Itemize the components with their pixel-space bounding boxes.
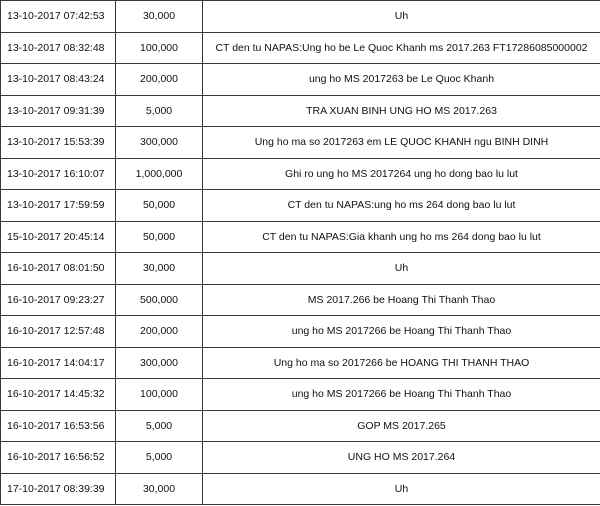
table-row bbox=[1, 190, 600, 222]
amount-cell: 100,000 bbox=[116, 32, 203, 64]
amount-cell: 300,000 bbox=[116, 347, 203, 379]
table-row bbox=[1, 253, 600, 285]
table-body bbox=[1, 1, 600, 505]
transaction-date-cell: 16-10-2017 09:23:27 bbox=[1, 284, 116, 316]
transaction-date-cell: 16-10-2017 14:04:17 bbox=[1, 347, 116, 379]
transaction-date-cell: 13-10-2017 07:42:53 bbox=[1, 1, 116, 33]
transaction-date-cell: 16-10-2017 12:57:48 bbox=[1, 316, 116, 348]
amount-cell: 100,000 bbox=[116, 379, 203, 411]
transaction-date-cell: 16-10-2017 08:01:50 bbox=[1, 253, 116, 285]
amount-cell: 200,000 bbox=[116, 316, 203, 348]
table-row bbox=[1, 379, 600, 411]
amount-cell: 200,000 bbox=[116, 64, 203, 96]
transaction-date-cell: 13-10-2017 16:10:07 bbox=[1, 158, 116, 190]
table-row bbox=[1, 95, 600, 127]
table-row bbox=[1, 1, 600, 33]
description-cell: Uh bbox=[203, 473, 600, 505]
table-row bbox=[1, 347, 600, 379]
description-cell: CT den tu NAPAS:ung ho ms 264 dong bao lu lut bbox=[203, 190, 600, 222]
description-cell: ung ho MS 2017266 be Hoang Thi Thanh Thao bbox=[203, 316, 600, 348]
transaction-date-cell: 15-10-2017 20:45:14 bbox=[1, 221, 116, 253]
transaction-date-cell: 13-10-2017 09:31:39 bbox=[1, 95, 116, 127]
transaction-date-cell: 16-10-2017 14:45:32 bbox=[1, 379, 116, 411]
transaction-date-cell: 13-10-2017 08:32:48 bbox=[1, 32, 116, 64]
description-cell: GOP MS 2017.265 bbox=[203, 410, 600, 442]
amount-cell: 5,000 bbox=[116, 410, 203, 442]
description-cell: CT den tu NAPAS:Ung ho be Le Quoc Khanh ms 2017.263 FT17286085000002 bbox=[203, 32, 600, 64]
amount-cell: 30,000 bbox=[116, 473, 203, 505]
transaction-date-cell: 13-10-2017 17:59:59 bbox=[1, 190, 116, 222]
table-row bbox=[1, 64, 600, 96]
description-cell: Ung ho ma so 2017266 be HOANG THI THANH THAO bbox=[203, 347, 600, 379]
transaction-date-cell: 13-10-2017 15:53:39 bbox=[1, 127, 116, 159]
amount-cell: 500,000 bbox=[116, 284, 203, 316]
transaction-date-cell: 16-10-2017 16:53:56 bbox=[1, 410, 116, 442]
table-row bbox=[1, 158, 600, 190]
table-row bbox=[1, 32, 600, 64]
description-cell: Uh bbox=[203, 1, 600, 33]
amount-cell: 5,000 bbox=[116, 442, 203, 474]
table-row bbox=[1, 473, 600, 505]
table-row bbox=[1, 221, 600, 253]
amount-cell: 50,000 bbox=[116, 221, 203, 253]
amount-cell: 30,000 bbox=[116, 253, 203, 285]
description-cell: UNG HO MS 2017.264 bbox=[203, 442, 600, 474]
description-cell: Uh bbox=[203, 253, 600, 285]
amount-cell: 5,000 bbox=[116, 95, 203, 127]
description-cell: ung ho MS 2017263 be Le Quoc Khanh bbox=[203, 64, 600, 96]
description-cell: Ghi ro ung ho MS 2017264 ung ho dong bao lu lut bbox=[203, 158, 600, 190]
description-cell: CT den tu NAPAS:Gia khanh ung ho ms 264 dong bao lu lut bbox=[203, 221, 600, 253]
transaction-date-cell: 17-10-2017 08:39:39 bbox=[1, 473, 116, 505]
amount-cell: 30,000 bbox=[116, 1, 203, 33]
transaction-date-cell: 16-10-2017 16:56:52 bbox=[1, 442, 116, 474]
table-row bbox=[1, 410, 600, 442]
transaction-date-cell: 13-10-2017 08:43:24 bbox=[1, 64, 116, 96]
description-cell: TRA XUAN BINH UNG HO MS 2017.263 bbox=[203, 95, 600, 127]
amount-cell: 50,000 bbox=[116, 190, 203, 222]
amount-cell: 300,000 bbox=[116, 127, 203, 159]
table-row bbox=[1, 127, 600, 159]
amount-cell: 1,000,000 bbox=[116, 158, 203, 190]
table-row bbox=[1, 316, 600, 348]
description-cell: MS 2017.266 be Hoang Thi Thanh Thao bbox=[203, 284, 600, 316]
description-cell: ung ho MS 2017266 be Hoang Thi Thanh Thao bbox=[203, 379, 600, 411]
description-cell: Ung ho ma so 2017263 em LE QUOC KHANH ngu BINH DINH bbox=[203, 127, 600, 159]
table-row bbox=[1, 442, 600, 474]
table-row bbox=[1, 284, 600, 316]
